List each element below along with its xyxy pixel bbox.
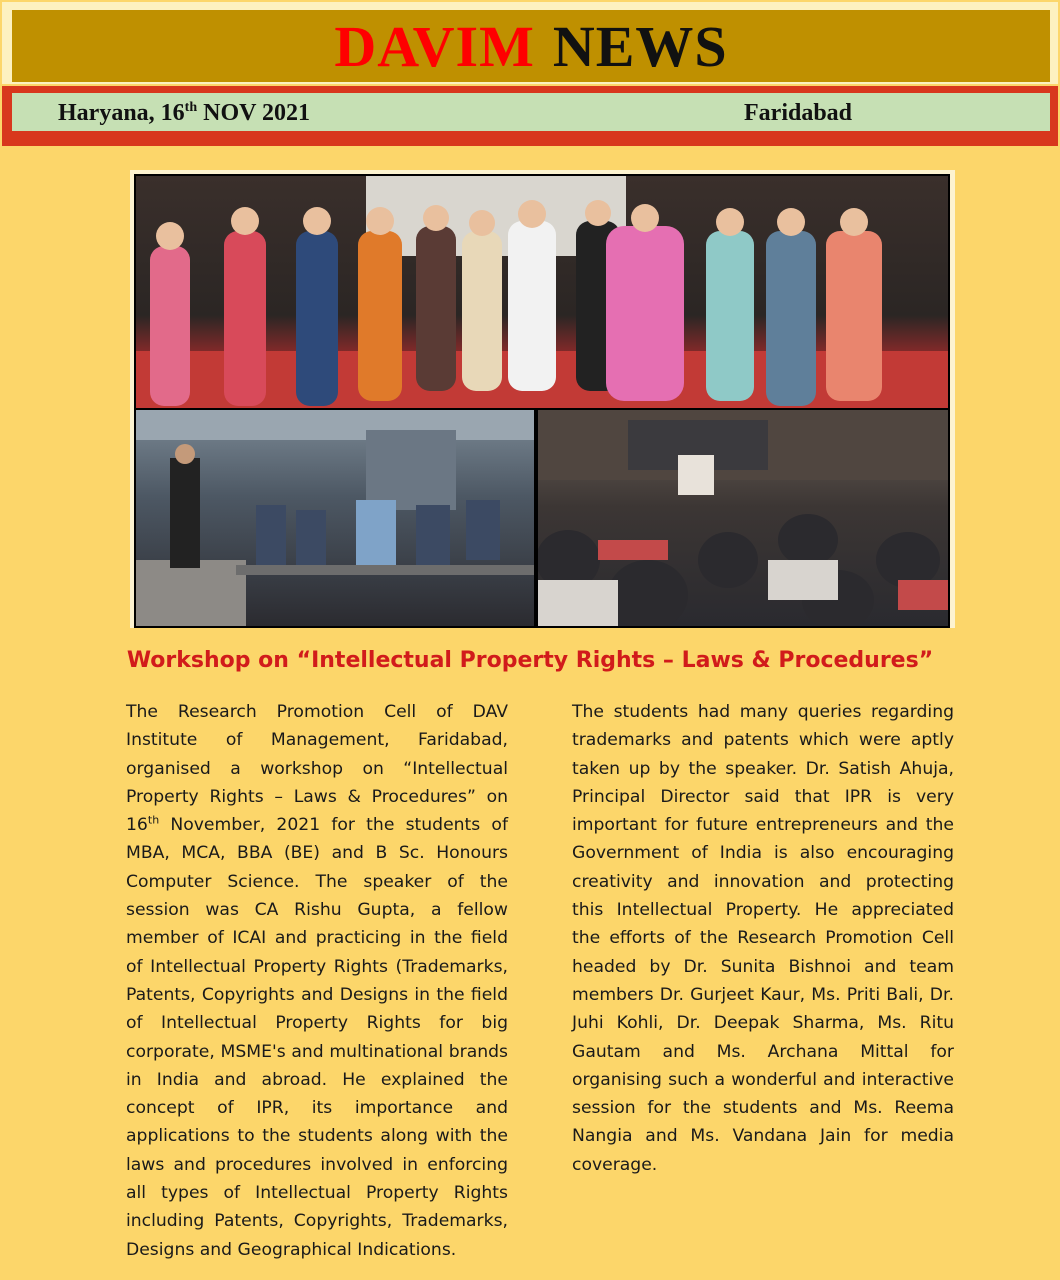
- paragraph-1-end: November, 2021 for the students of MBA, MCA, BBA (BE) and B Sc. Honours Computer Science. The speaker of the session was CA Rishu Gupta, a fellow member of ICAI and practicing in the field of Intellectual Property Rights (Trademarks, Patents, Copyrights and Designs in the field of Intellectual Property Rights for big corporate, MSME's and multinational brands in India and abroad. He explained the concept of IPR, its importance and applications to the students along with the laws and procedures involved in enforcing all types of Intellectual Property Rights including Patents, Copyrights, Trademarks, Designs and Geographical Indications.: [126, 815, 508, 1260]
- audience-photo: [536, 408, 950, 628]
- speaker-photo-illustration: [136, 410, 534, 626]
- paragraph-1-ordinal: th: [147, 813, 160, 827]
- dateline-location: Faridabad: [744, 100, 853, 126]
- article-column-left: [126, 698, 508, 1264]
- article-headline: Workshop on “Intellectual Property Rights – Laws & Procedures”: [126, 648, 934, 673]
- date-ordinal: th: [184, 100, 198, 115]
- masthead-title: [12, 10, 1050, 82]
- audience-photo-illustration: [538, 410, 948, 626]
- group-photo-illustration: [136, 176, 948, 408]
- dateline: [12, 93, 1050, 131]
- dateline-date: [58, 100, 310, 127]
- article-paragraph-2: The students had many queries regarding trademarks and patents which were aptly taken up by the speaker. Dr. Satish Ahuja, Principal Director said that IPR is very important for future entrepreneurs and the Government of India is also encouraging creativity and innovation and protecting this Intellectual Property. He appreciated the efforts of the Research Promotion Cell headed by Dr. Sunita Bishnoi and team members Dr. Gurjeet Kaur, Ms. Priti Bali, Dr. Juhi Kohli, Dr. Deepak Sharma, Ms. Ritu Gautam and Ms. Archana Mittal for organising such a wonderful and interactive session for the students and Ms. Reema Nangia and Ms. Vandana Jain for media coverage.: [572, 702, 954, 1175]
- masthead-title-davim: DAVIM: [334, 13, 535, 79]
- masthead: [2, 2, 1058, 84]
- paragraph-1-start: The Research Promotion Cell of DAV Institute of Management, Faridabad, organised a workshop on “Intellectual Property Rights – Laws & Procedures” on 16: [126, 702, 508, 836]
- photo-collage: [130, 170, 955, 628]
- date-prefix: Haryana, 16: [58, 100, 185, 126]
- article-column-right: [572, 698, 954, 1179]
- article-paragraph-1: [126, 698, 508, 1264]
- dateline-band: [2, 86, 1058, 146]
- date-suffix: NOV 2021: [197, 100, 311, 126]
- group-photo: [134, 174, 950, 410]
- masthead-title-news: NEWS: [552, 13, 728, 79]
- speaker-photo: [134, 408, 536, 628]
